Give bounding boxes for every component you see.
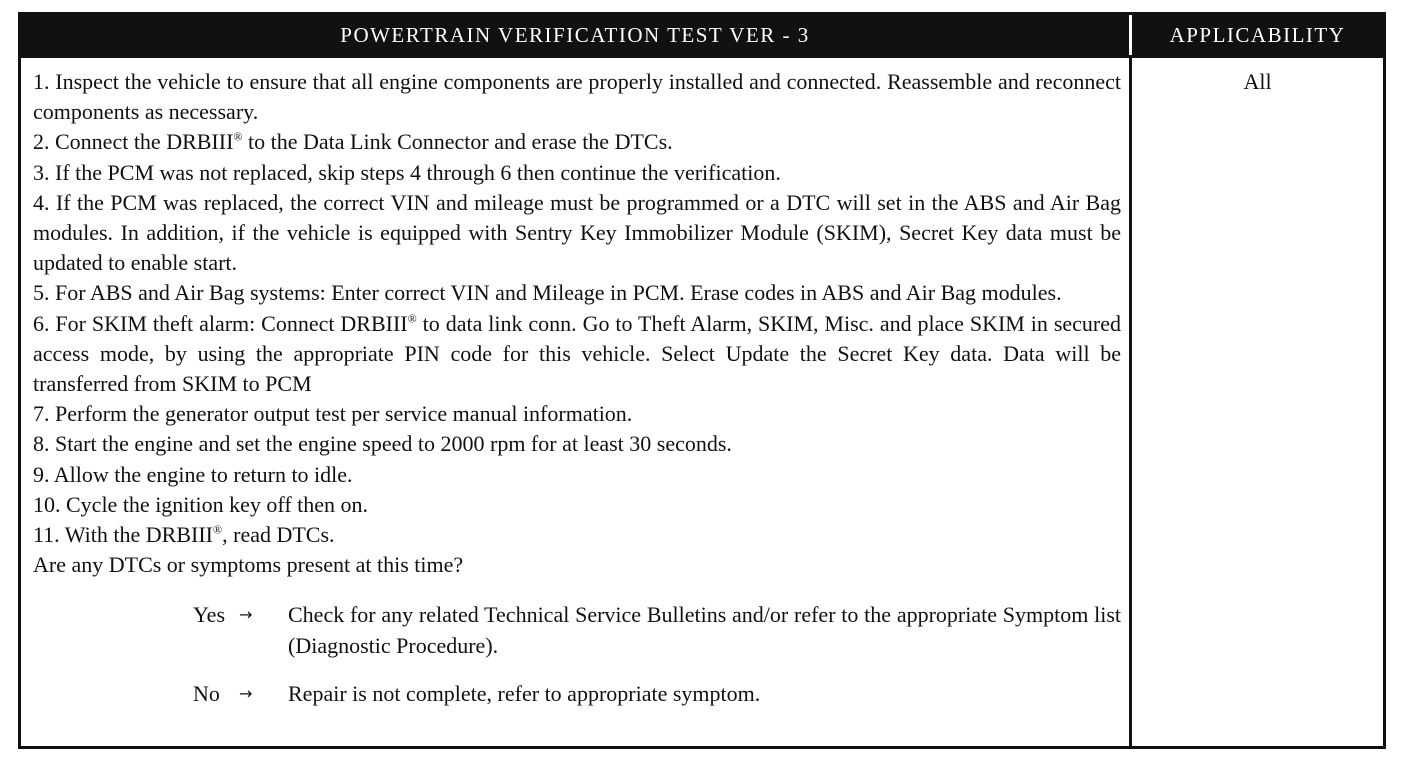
answer-yes-text: Check for any related Technical Service Bulletins and/or refer to the appropriate Symptom list (Diagnostic Procedure). [288,602,1121,658]
step-1: 1. Inspect the vehicle to ensure that all engine components are properly installed and connected. Reassemble and reconnect components as necessary. [33,69,1121,125]
step-3: 3. If the PCM was not replaced, skip steps 4 through 6 then continue the verification. [33,159,781,185]
registered-mark: ® [233,130,243,145]
answer-yes [33,600,1121,660]
table-title: POWERTRAIN VERIFICATION TEST VER - 3 [21,15,1132,55]
answer-no-label: No [193,680,220,706]
answer-yes-label: Yes [193,602,226,628]
answer-no [33,679,1121,709]
step-9: 9. Allow the engine to return to idle. [33,461,353,487]
step-7: 7. Perform the generator output test per service manual information. [33,401,633,427]
step-10: 10. Cycle the ignition key off then on. [33,491,369,517]
step-11: 11. With the DRBIII®, read DTCs. [33,522,335,548]
applicability-header: APPLICABILITY [1132,15,1383,55]
registered-mark: ® [407,311,417,326]
verification-test-table [18,12,1386,749]
arrow-right-icon: → [239,605,253,625]
applicability-value: All [1243,69,1272,94]
step-4: 4. If the PCM was replaced, the correct VIN and mileage must be programmed or a DTC will set in the ABS and Air Bag modules. In addition, if the vehicle is equipped with Sentry Key Immobilizer Module (SKIM), Secret Key data must be updated to enable start. [33,189,1121,276]
step-2: 2. Connect the DRBIII® to the Data Link Connector and erase the DTCs. [33,129,673,155]
step-5: 5. For ABS and Air Bag systems: Enter correct VIN and Mileage in PCM. Erase codes in ABS and Air Bag modules. [33,280,1062,306]
registered-mark: ® [213,522,223,537]
arrow-right-icon: → [239,683,253,703]
step-6: 6. For SKIM theft alarm: Connect DRBIII® to data link conn. Go to Theft Alarm, SKIM, Misc. and place SKIM in secured access mode, by using the appropriate PIN code for this vehicle. Select Update the Secret Key data. Data will be transferred from SKIM to PCM [33,310,1121,397]
answer-no-text: Repair is not complete, refer to appropriate symptom. [288,680,761,706]
question-text: Are any DTCs or symptoms present at this time? [33,552,464,578]
step-8: 8. Start the engine and set the engine speed to 2000 rpm for at least 30 seconds. [33,431,732,457]
applicability-cell [1132,55,1383,746]
procedure-cell [21,55,1132,746]
